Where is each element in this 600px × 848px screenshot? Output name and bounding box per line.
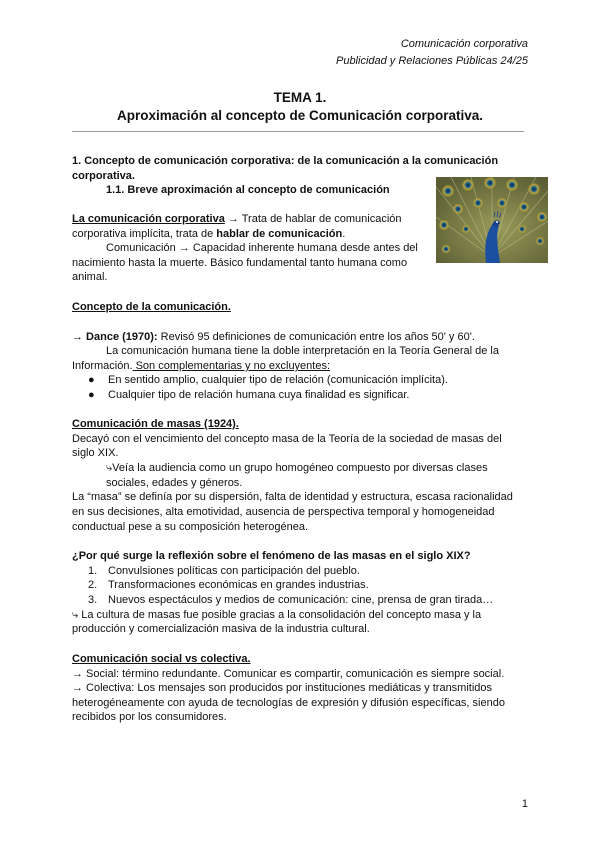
masas-line-4: sociales, edades y géneros. [106,477,243,489]
list-number: 2. [88,579,98,591]
title-divider [72,131,524,132]
concepto-line-2: La comunicación humana tiene la doble interpretación en la Teoría General de la [106,345,499,357]
masas-line-2: siglo XIX. [72,447,119,459]
social-heading: Comunicación social vs colectiva. [72,653,251,665]
intro-line-1: La comunicación corporativa → Trata de hablar de comunicación [72,213,402,225]
porque-heading: ¿Por qué surge la reflexión sobre el fenómeno de las masas en el siglo XIX? [72,550,471,562]
porque-line-2: producción y comercialización masiva de la industria cultural. [72,623,370,635]
intro-line-3: Comunicación → Capacidad inherente humana desde antes del [106,242,418,254]
porque-line-1: ⤷ La cultura de masas fue posible gracias a la consolidación del concepto masa y la [72,609,482,621]
header-course: Comunicación corporativa [400,38,528,50]
masas-line-6: en sus decisiones, alta emotividad, ausencia de perspectiva temporal y homogeneidad [72,506,495,518]
header-degree: Publicidad y Relaciones Públicas 24/25 [335,55,528,67]
masas-line-3: ⤷Veía la audiencia como un grupo homogéneo compuesto por diversas clases [106,462,488,474]
section-heading-cont: corporativa. [72,170,135,182]
list-item: Cualquier tipo de relación humana cuya finalidad es significar. [108,389,410,401]
list-item: En sentido amplio, cualquier tipo de relación (comunicación implícita). [108,374,448,386]
page-title: TEMA 1. [273,90,327,105]
intro-line-4: nacimiento hasta la muerte. Básico fundamental tanto humana como [72,257,408,269]
list-item: Transformaciones económicas en grandes industrias. [108,579,369,591]
social-line-1: → Social: término redundante. Comunicar es compartir, comunicación es siempre social. [72,668,505,680]
term-corporate-communication: La comunicación corporativa [72,213,225,225]
intro-line-5: animal. [72,271,108,283]
social-line-3: heterogéneamente con ayuda de tecnologías de expresión y difusión específicas, siendo [72,697,505,709]
masas-line-5: La “masa” se definía por su dispersión, falta de identidad y estructura, escasa racionalidad [72,491,513,503]
masas-line-1: Decayó con el vencimiento del concepto masa de la Teoría de la sociedad de masas del [72,433,502,445]
list-item: Nuevos espectáculos y medios de comunicación: cine, prensa de gran tirada… [108,594,494,606]
bullet-icon: ● [88,389,95,401]
list-number: 3. [88,594,98,606]
social-line-4: recibidos por los consumidores. [72,711,227,723]
concepto-heading: Concepto de la comunicación. [72,301,231,313]
page-number: 1 [521,798,528,810]
masas-line-7: conductual pese a su composición heterogénea. [72,521,309,533]
subsection-heading: 1.1. Breve aproximación al concepto de comunicación [106,184,390,196]
peacock-image [436,177,548,263]
dance-line: → Dance (1970): Revisó 95 definiciones de comunicación entre los años 50' y 60'. [72,331,475,343]
masas-heading: Comunicación de masas (1924). [72,418,239,430]
peacock-photo-icon [436,177,548,263]
intro-line-2: corporativa implícita, trata de hablar de comunicación. [72,228,346,240]
bullet-icon: ● [88,374,95,386]
list-item: Convulsiones políticas con participación del pueblo. [108,565,360,577]
section-heading: 1. Concepto de comunicación corporativa: de la comunicación a la comunicación [72,155,499,167]
page-subtitle: Aproximación al concepto de Comunicación corporativa. [116,108,484,123]
list-number: 1. [88,565,98,577]
social-line-2: → Colectiva: Los mensajes son producidos por instituciones mediáticas y transmitidos [72,682,493,694]
concepto-line-3: Información. Son complementarias y no excluyentes: [72,360,331,372]
